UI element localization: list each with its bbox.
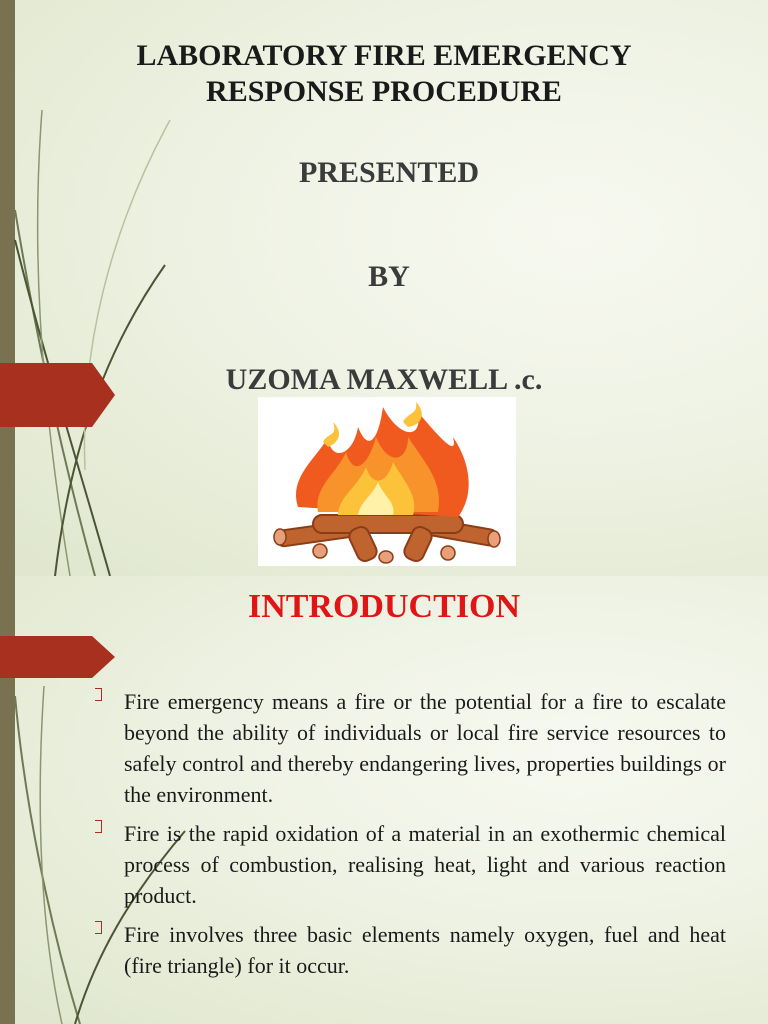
presented-label: PRESENTED [298, 156, 480, 189]
intro-heading: INTRODUCTION [247, 588, 521, 625]
bullet-arrow-icon [95, 688, 102, 701]
accent-tab [0, 636, 115, 678]
title-line-1: LABORATORY FIRE EMERGENCY [136, 39, 632, 72]
bullet-list [92, 686, 726, 989]
introduction-slide [0, 576, 768, 1024]
bullet-arrow-icon [95, 921, 102, 934]
slide-title [60, 38, 708, 110]
bullet-text: Fire involves three basic elements namely oxygen, fuel and heat (fire triangle) for it occur. [124, 922, 726, 978]
by-label: BY [368, 260, 410, 293]
list-item [92, 686, 726, 810]
bullet-text: Fire emergency means a fire or the potential for a fire to escalate beyond the ability of individuals or local fire service resources to safely control and thereby endangering lives, properties buildings or the environment. [124, 689, 726, 807]
campfire-image [258, 397, 516, 566]
title-line-2: RESPONSE PROCEDURE [206, 75, 562, 108]
list-item [92, 919, 726, 981]
bullet-arrow-icon [95, 820, 102, 833]
campfire-icon [258, 397, 516, 566]
list-item [92, 818, 726, 911]
bullet-text: Fire is the rapid oxidation of a material in an exothermic chemical process of combustion, realising heat, light and various reaction product. [124, 821, 726, 908]
author-name: UZOMA MAXWELL .c. [225, 363, 543, 396]
